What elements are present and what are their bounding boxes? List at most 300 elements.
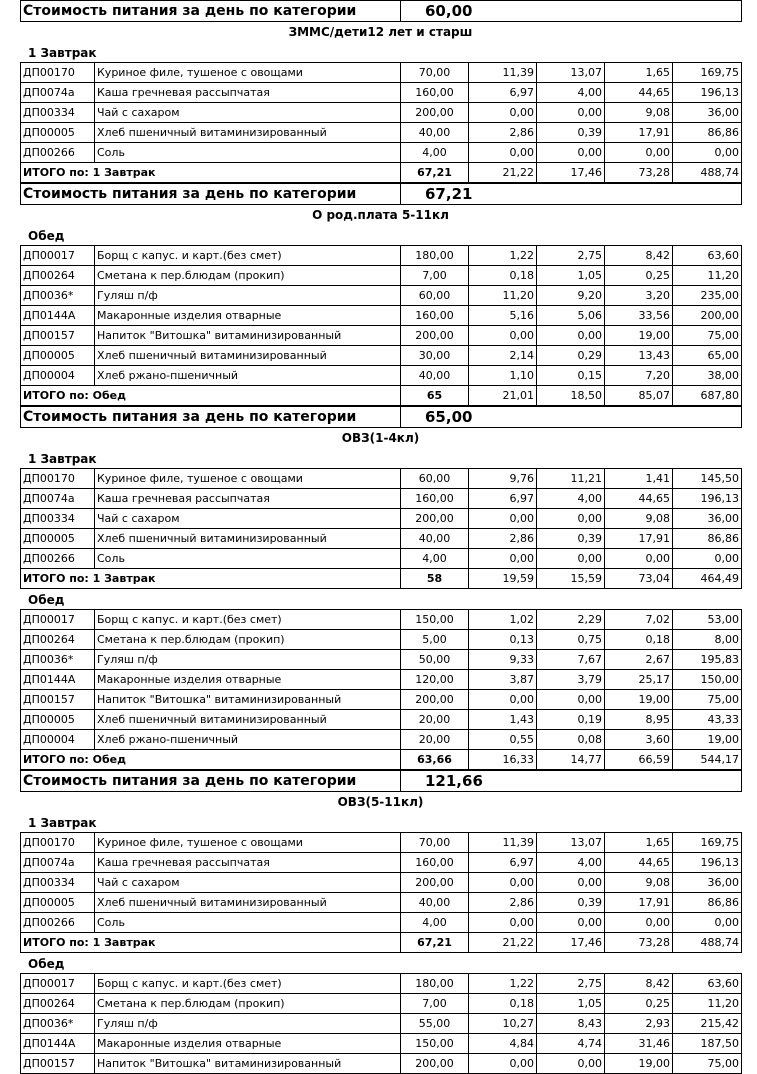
dish-name: Каша гречневая рассыпчатая — [95, 83, 401, 103]
total-value-1: 21,01 — [469, 386, 537, 406]
dish-code: ДП00170 — [21, 63, 95, 83]
dish-qty: 7,00 — [401, 994, 469, 1014]
dish-name: Соль — [95, 549, 401, 569]
dish-code: ДП00334 — [21, 103, 95, 123]
table-row — [21, 853, 742, 873]
dish-qty: 55,00 — [401, 1014, 469, 1034]
dish-value-1: 0,55 — [469, 730, 537, 750]
dish-name: Соль — [95, 913, 401, 933]
table-row — [21, 833, 742, 853]
dish-value-3: 1,41 — [605, 469, 673, 489]
dish-code: ДП0074а — [21, 489, 95, 509]
cost-value: 60,00 — [401, 1, 742, 22]
dish-qty: 200,00 — [401, 873, 469, 893]
dish-value-3: 33,56 — [605, 306, 673, 326]
dish-value-4: 86,86 — [673, 123, 742, 143]
dish-value-4: 196,13 — [673, 489, 742, 509]
dish-value-2: 2,75 — [537, 974, 605, 994]
category-sections — [20, 22, 741, 1074]
category-title: ОВЗ(5-11кл) — [337, 795, 424, 809]
table-row — [21, 346, 742, 366]
meal-title: Обед — [28, 957, 65, 971]
dish-qty: 20,00 — [401, 730, 469, 750]
dish-name: Сметана к пер.блюдам (прокип) — [95, 266, 401, 286]
meal-table — [20, 62, 742, 183]
cost-value: 121,66 — [401, 771, 742, 792]
dish-code: ДП0144А — [21, 1034, 95, 1054]
table-row — [21, 529, 742, 549]
dish-qty: 150,00 — [401, 1034, 469, 1054]
dish-value-3: 44,65 — [605, 83, 673, 103]
dish-value-3: 19,00 — [605, 1054, 673, 1074]
cost-label: Стоимость питания за день по категории — [21, 1, 401, 22]
dish-value-1: 0,00 — [469, 143, 537, 163]
dish-value-3: 9,08 — [605, 873, 673, 893]
dish-value-2: 2,75 — [537, 246, 605, 266]
dish-value-3: 2,67 — [605, 650, 673, 670]
dish-value-2: 11,21 — [537, 469, 605, 489]
dish-value-1: 0,18 — [469, 994, 537, 1014]
dish-name: Чай с сахаром — [95, 509, 401, 529]
dish-name: Хлеб пшеничный витаминизированный — [95, 893, 401, 913]
dish-value-4: 36,00 — [673, 103, 742, 123]
dish-name: Чай с сахаром — [95, 103, 401, 123]
dish-value-4: 63,60 — [673, 246, 742, 266]
dish-code: ДП00005 — [21, 123, 95, 143]
meal-title: Обед — [28, 593, 65, 607]
dish-value-3: 0,18 — [605, 630, 673, 650]
dish-value-3: 8,42 — [605, 246, 673, 266]
dish-code: ДП0144А — [21, 306, 95, 326]
dish-value-1: 0,00 — [469, 549, 537, 569]
dish-qty: 160,00 — [401, 489, 469, 509]
dish-name: Напиток "Витошка" витаминизированный — [95, 690, 401, 710]
total-value-3: 73,28 — [605, 163, 673, 183]
table-row — [21, 549, 742, 569]
dish-value-2: 0,39 — [537, 123, 605, 143]
dish-code: ДП00017 — [21, 974, 95, 994]
category-title: О род.плата 5-11кл — [312, 208, 449, 222]
dish-qty: 5,00 — [401, 630, 469, 650]
table-row — [21, 306, 742, 326]
dish-value-4: 145,50 — [673, 469, 742, 489]
total-value-3: 66,59 — [605, 750, 673, 770]
dish-qty: 150,00 — [401, 610, 469, 630]
dish-code: ДП00157 — [21, 326, 95, 346]
dish-qty: 40,00 — [401, 123, 469, 143]
table-row — [21, 1014, 742, 1034]
dish-value-3: 19,00 — [605, 690, 673, 710]
total-value-4: 488,74 — [673, 933, 742, 953]
dish-name: Сметана к пер.блюдам (прокип) — [95, 994, 401, 1014]
dish-qty: 50,00 — [401, 650, 469, 670]
dish-qty: 160,00 — [401, 853, 469, 873]
dish-value-3: 0,00 — [605, 549, 673, 569]
dish-value-1: 0,00 — [469, 690, 537, 710]
dish-value-3: 44,65 — [605, 489, 673, 509]
total-value-1: 16,33 — [469, 750, 537, 770]
dish-value-4: 169,75 — [673, 63, 742, 83]
dish-value-3: 19,00 — [605, 326, 673, 346]
dish-name: Гуляш п/ф — [95, 286, 401, 306]
dish-value-3: 9,08 — [605, 103, 673, 123]
dish-name: Гуляш п/ф — [95, 1014, 401, 1034]
meal-table — [20, 245, 742, 406]
total-value-3: 73,04 — [605, 569, 673, 589]
dish-value-1: 1,22 — [469, 974, 537, 994]
dish-code: ДП0036* — [21, 650, 95, 670]
dish-qty: 180,00 — [401, 246, 469, 266]
table-row — [21, 326, 742, 346]
table-row — [21, 710, 742, 730]
dish-name: Соль — [95, 143, 401, 163]
total-value-4: 488,74 — [673, 163, 742, 183]
dish-code: ДП00004 — [21, 730, 95, 750]
dish-value-1: 1,10 — [469, 366, 537, 386]
cost-summary-initial — [20, 0, 742, 22]
total-qty: 63,66 — [401, 750, 469, 770]
dish-value-2: 4,74 — [537, 1034, 605, 1054]
dish-value-2: 13,07 — [537, 833, 605, 853]
dish-name: Борщ с капус. и карт.(без смет) — [95, 246, 401, 266]
dish-qty: 180,00 — [401, 974, 469, 994]
dish-value-3: 17,91 — [605, 529, 673, 549]
dish-value-2: 4,00 — [537, 489, 605, 509]
table-row — [21, 489, 742, 509]
dish-value-1: 0,00 — [469, 1054, 537, 1074]
dish-name: Куриное филе, тушеное с овощами — [95, 469, 401, 489]
dish-value-1: 0,00 — [469, 873, 537, 893]
dish-code: ДП00266 — [21, 549, 95, 569]
dish-code: ДП00005 — [21, 893, 95, 913]
dish-code: ДП0074а — [21, 853, 95, 873]
dish-code: ДП00017 — [21, 246, 95, 266]
dish-value-3: 8,95 — [605, 710, 673, 730]
dish-value-4: 169,75 — [673, 833, 742, 853]
dish-name: Напиток "Витошка" витаминизированный — [95, 1054, 401, 1074]
table-row — [21, 893, 742, 913]
dish-value-3: 0,25 — [605, 994, 673, 1014]
dish-value-1: 3,87 — [469, 670, 537, 690]
total-label: ИТОГО по: 1 Завтрак — [21, 569, 401, 589]
dish-value-1: 10,27 — [469, 1014, 537, 1034]
dish-value-4: 75,00 — [673, 1054, 742, 1074]
dish-value-2: 2,29 — [537, 610, 605, 630]
dish-value-3: 3,60 — [605, 730, 673, 750]
dish-code: ДП0144А — [21, 670, 95, 690]
cost-label: Стоимость питания за день по категории — [21, 771, 401, 792]
meal-table — [20, 609, 742, 770]
dish-name: Хлеб ржано-пшеничный — [95, 730, 401, 750]
table-row — [21, 690, 742, 710]
dish-qty: 40,00 — [401, 529, 469, 549]
table-row — [21, 994, 742, 1014]
cost-value: 65,00 — [401, 407, 742, 428]
table-row — [21, 509, 742, 529]
table-row — [21, 266, 742, 286]
dish-value-4: 0,00 — [673, 549, 742, 569]
dish-value-3: 44,65 — [605, 853, 673, 873]
dish-qty: 160,00 — [401, 83, 469, 103]
dish-code: ДП00264 — [21, 266, 95, 286]
dish-value-4: 86,86 — [673, 893, 742, 913]
dish-value-4: 187,50 — [673, 1034, 742, 1054]
dish-value-4: 36,00 — [673, 509, 742, 529]
dish-value-2: 13,07 — [537, 63, 605, 83]
dish-value-3: 3,20 — [605, 286, 673, 306]
total-label: ИТОГО по: Обед — [21, 750, 401, 770]
dish-value-1: 9,33 — [469, 650, 537, 670]
table-row — [21, 286, 742, 306]
total-value-2: 14,77 — [537, 750, 605, 770]
dish-value-3: 7,02 — [605, 610, 673, 630]
dish-code: ДП00017 — [21, 610, 95, 630]
dish-value-1: 1,22 — [469, 246, 537, 266]
dish-value-3: 17,91 — [605, 123, 673, 143]
dish-value-2: 8,43 — [537, 1014, 605, 1034]
dish-code: ДП00266 — [21, 913, 95, 933]
dish-name: Макаронные изделия отварные — [95, 306, 401, 326]
dish-value-1: 9,76 — [469, 469, 537, 489]
dish-name: Хлеб пшеничный витаминизированный — [95, 123, 401, 143]
cost-summary — [20, 770, 742, 792]
dish-value-4: 43,33 — [673, 710, 742, 730]
meal-table — [20, 973, 742, 1074]
dish-value-1: 11,20 — [469, 286, 537, 306]
dish-code: ДП0036* — [21, 286, 95, 306]
dish-value-2: 0,75 — [537, 630, 605, 650]
dish-code: ДП00170 — [21, 469, 95, 489]
dish-value-4: 195,83 — [673, 650, 742, 670]
dish-code: ДП00005 — [21, 529, 95, 549]
category-title: ЗММС/дети12 лет и старш — [288, 25, 473, 39]
dish-value-2: 4,00 — [537, 853, 605, 873]
dish-value-4: 196,13 — [673, 83, 742, 103]
dish-value-2: 0,00 — [537, 143, 605, 163]
table-row — [21, 366, 742, 386]
dish-name: Каша гречневая рассыпчатая — [95, 489, 401, 509]
dish-value-3: 1,65 — [605, 63, 673, 83]
dish-name: Борщ с капус. и карт.(без смет) — [95, 610, 401, 630]
dish-name: Борщ с капус. и карт.(без смет) — [95, 974, 401, 994]
dish-value-3: 9,08 — [605, 509, 673, 529]
total-qty: 67,21 — [401, 163, 469, 183]
dish-name: Напиток "Витошка" витаминизированный — [95, 326, 401, 346]
table-row — [21, 630, 742, 650]
total-value-4: 687,80 — [673, 386, 742, 406]
cost-label: Стоимость питания за день по категории — [21, 184, 401, 205]
table-row — [21, 63, 742, 83]
dish-code: ДП00004 — [21, 366, 95, 386]
dish-value-4: 11,20 — [673, 266, 742, 286]
dish-name: Хлеб пшеничный витаминизированный — [95, 346, 401, 366]
dish-value-4: 36,00 — [673, 873, 742, 893]
total-value-2: 17,46 — [537, 933, 605, 953]
cost-value: 67,21 — [401, 184, 742, 205]
dish-value-1: 6,97 — [469, 83, 537, 103]
dish-qty: 4,00 — [401, 913, 469, 933]
dish-value-1: 2,14 — [469, 346, 537, 366]
dish-value-4: 75,00 — [673, 326, 742, 346]
cost-summary — [20, 183, 742, 205]
dish-qty: 20,00 — [401, 710, 469, 730]
dish-name: Гуляш п/ф — [95, 650, 401, 670]
table-row — [21, 650, 742, 670]
total-row — [21, 750, 742, 770]
dish-name: Хлеб пшеничный витаминизированный — [95, 710, 401, 730]
dish-value-2: 0,29 — [537, 346, 605, 366]
dish-qty: 200,00 — [401, 103, 469, 123]
dish-name: Чай с сахаром — [95, 873, 401, 893]
dish-qty: 40,00 — [401, 366, 469, 386]
total-qty: 65 — [401, 386, 469, 406]
meal-title: Обед — [28, 229, 65, 243]
dish-qty: 200,00 — [401, 326, 469, 346]
dish-value-2: 0,39 — [537, 893, 605, 913]
total-value-4: 464,49 — [673, 569, 742, 589]
total-qty: 58 — [401, 569, 469, 589]
dish-code: ДП0074а — [21, 83, 95, 103]
total-row — [21, 163, 742, 183]
dish-value-4: 215,42 — [673, 1014, 742, 1034]
dish-value-3: 17,91 — [605, 893, 673, 913]
dish-value-1: 2,86 — [469, 123, 537, 143]
dish-value-4: 63,60 — [673, 974, 742, 994]
dish-code: ДП00266 — [21, 143, 95, 163]
total-label: ИТОГО по: 1 Завтрак — [21, 933, 401, 953]
table-row — [21, 730, 742, 750]
dish-value-4: 8,00 — [673, 630, 742, 650]
dish-code: ДП00170 — [21, 833, 95, 853]
dish-value-3: 13,43 — [605, 346, 673, 366]
table-row — [21, 610, 742, 630]
dish-value-3: 8,42 — [605, 974, 673, 994]
dish-name: Сметана к пер.блюдам (прокип) — [95, 630, 401, 650]
dish-qty: 30,00 — [401, 346, 469, 366]
dish-code: ДП00264 — [21, 994, 95, 1014]
dish-value-4: 75,00 — [673, 690, 742, 710]
dish-value-2: 7,67 — [537, 650, 605, 670]
dish-value-2: 0,39 — [537, 529, 605, 549]
dish-name: Каша гречневая рассыпчатая — [95, 853, 401, 873]
dish-value-1: 6,97 — [469, 853, 537, 873]
total-value-3: 85,07 — [605, 386, 673, 406]
table-row — [21, 873, 742, 893]
dish-value-1: 11,39 — [469, 63, 537, 83]
table-row — [21, 913, 742, 933]
meal-title: 1 Завтрак — [28, 46, 97, 60]
dish-value-1: 11,39 — [469, 833, 537, 853]
dish-value-3: 1,65 — [605, 833, 673, 853]
dish-qty: 200,00 — [401, 509, 469, 529]
dish-name: Макаронные изделия отварные — [95, 670, 401, 690]
meal-table — [20, 468, 742, 589]
table-row — [21, 670, 742, 690]
dish-value-2: 0,00 — [537, 1054, 605, 1074]
dish-value-1: 0,00 — [469, 913, 537, 933]
dish-value-2: 3,79 — [537, 670, 605, 690]
table-row — [21, 469, 742, 489]
dish-value-3: 2,93 — [605, 1014, 673, 1034]
dish-value-1: 0,13 — [469, 630, 537, 650]
dish-value-2: 0,00 — [537, 509, 605, 529]
dish-qty: 4,00 — [401, 143, 469, 163]
dish-value-4: 200,00 — [673, 306, 742, 326]
meal-title: 1 Завтрак — [28, 452, 97, 466]
dish-value-3: 0,25 — [605, 266, 673, 286]
total-value-2: 17,46 — [537, 163, 605, 183]
dish-code: ДП0036* — [21, 1014, 95, 1034]
dish-code: ДП00157 — [21, 690, 95, 710]
cost-label: Стоимость питания за день по категории — [21, 407, 401, 428]
dish-value-4: 65,00 — [673, 346, 742, 366]
total-row — [21, 933, 742, 953]
total-value-1: 19,59 — [469, 569, 537, 589]
cost-summary — [20, 406, 742, 428]
dish-qty: 200,00 — [401, 690, 469, 710]
dish-value-3: 0,00 — [605, 913, 673, 933]
dish-value-1: 0,00 — [469, 326, 537, 346]
total-value-1: 21,22 — [469, 933, 537, 953]
table-row — [21, 1034, 742, 1054]
dish-value-1: 0,00 — [469, 509, 537, 529]
table-row — [21, 83, 742, 103]
dish-qty: 70,00 — [401, 63, 469, 83]
menu-report — [20, 0, 741, 1074]
category-title: ОВЗ(1-4кл) — [341, 431, 420, 445]
total-label: ИТОГО по: 1 Завтрак — [21, 163, 401, 183]
dish-value-4: 196,13 — [673, 853, 742, 873]
dish-qty: 4,00 — [401, 549, 469, 569]
dish-code: ДП00005 — [21, 710, 95, 730]
dish-value-2: 1,05 — [537, 266, 605, 286]
dish-value-1: 1,43 — [469, 710, 537, 730]
dish-qty: 40,00 — [401, 893, 469, 913]
dish-value-4: 19,00 — [673, 730, 742, 750]
dish-value-4: 11,20 — [673, 994, 742, 1014]
dish-code: ДП00334 — [21, 509, 95, 529]
dish-code: ДП00264 — [21, 630, 95, 650]
dish-name: Хлеб ржано-пшеничный — [95, 366, 401, 386]
dish-qty: 60,00 — [401, 286, 469, 306]
total-value-1: 21,22 — [469, 163, 537, 183]
table-row — [21, 123, 742, 143]
dish-name: Макаронные изделия отварные — [95, 1034, 401, 1054]
total-value-4: 544,17 — [673, 750, 742, 770]
dish-value-2: 9,20 — [537, 286, 605, 306]
dish-value-2: 0,00 — [537, 103, 605, 123]
total-qty: 67,21 — [401, 933, 469, 953]
dish-value-1: 4,84 — [469, 1034, 537, 1054]
dish-value-1: 0,18 — [469, 266, 537, 286]
dish-value-4: 53,00 — [673, 610, 742, 630]
total-value-3: 73,28 — [605, 933, 673, 953]
meal-table — [20, 832, 742, 953]
dish-qty: 200,00 — [401, 1054, 469, 1074]
total-value-2: 15,59 — [537, 569, 605, 589]
dish-qty: 160,00 — [401, 306, 469, 326]
dish-value-4: 150,00 — [673, 670, 742, 690]
total-row — [21, 569, 742, 589]
dish-value-3: 0,00 — [605, 143, 673, 163]
dish-value-2: 1,05 — [537, 994, 605, 1014]
table-row — [21, 246, 742, 266]
dish-value-2: 0,00 — [537, 690, 605, 710]
dish-qty: 60,00 — [401, 469, 469, 489]
dish-value-2: 0,19 — [537, 710, 605, 730]
dish-name: Куриное филе, тушеное с овощами — [95, 833, 401, 853]
dish-code: ДП00005 — [21, 346, 95, 366]
